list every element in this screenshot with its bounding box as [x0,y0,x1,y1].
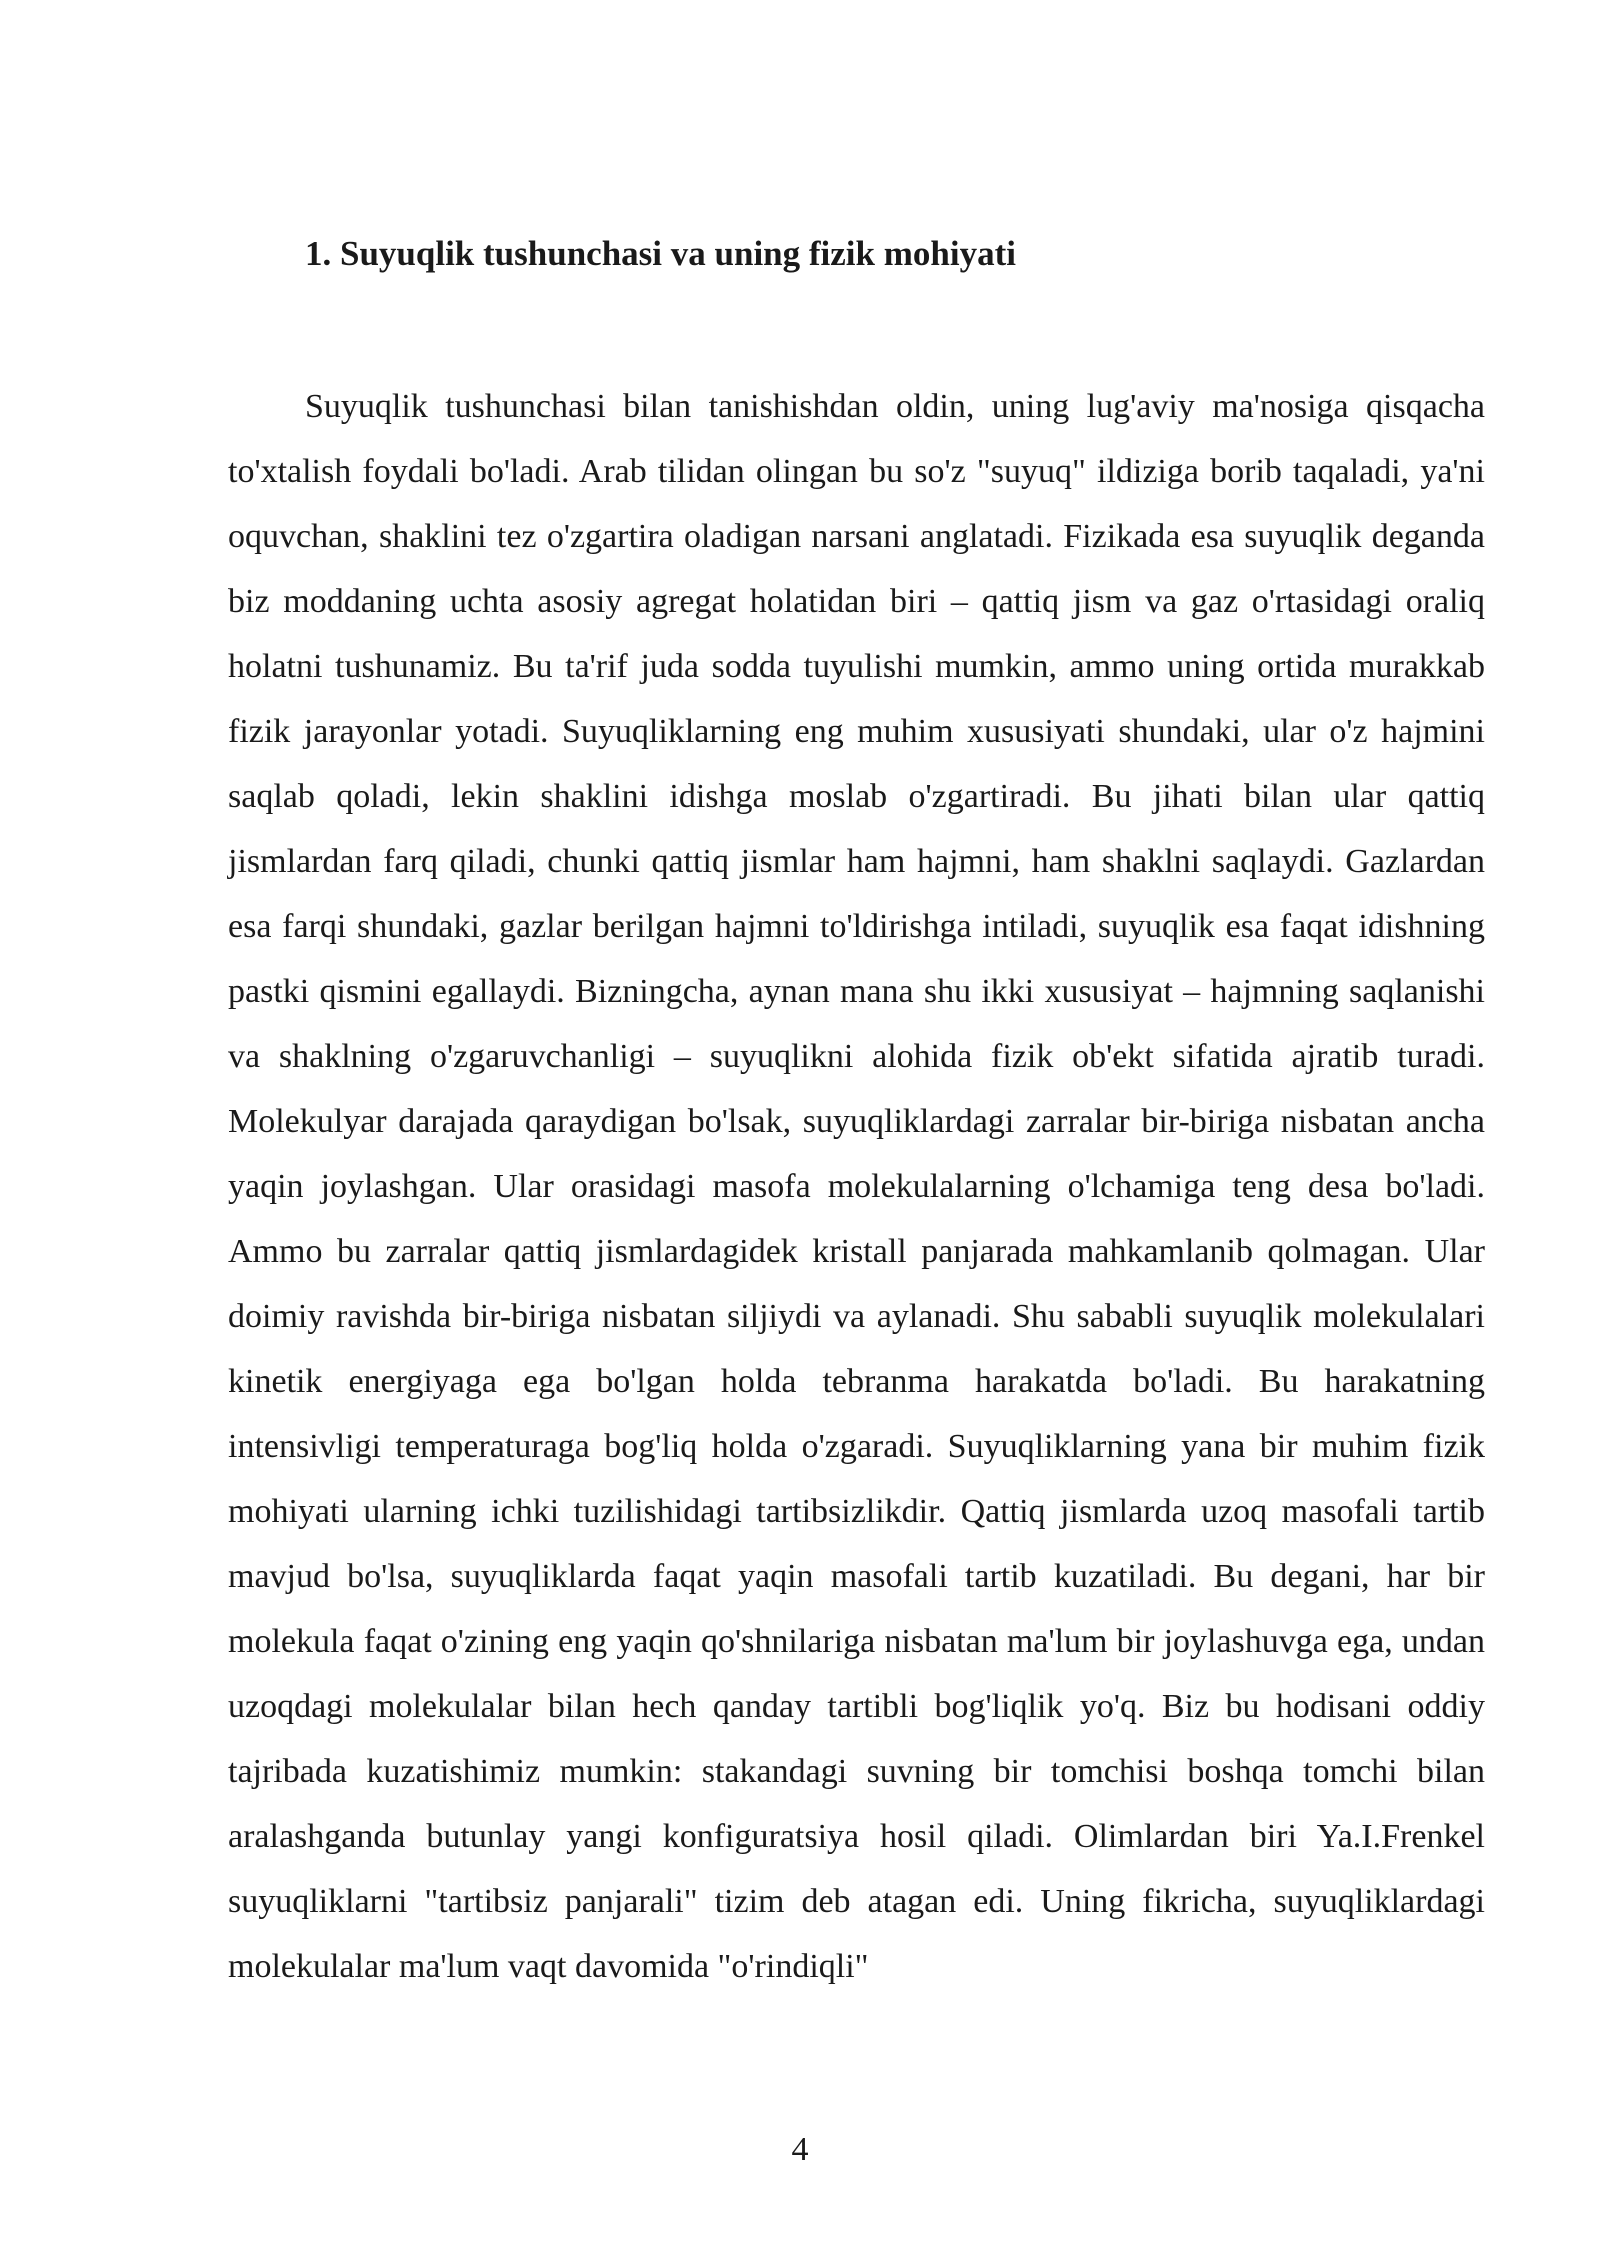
section-heading: 1. Suyuqlik tushunchasi va uning fizik mohiyati [305,234,1016,273]
body-paragraph: Suyuqlik tushunchasi bilan tanishishdan oldin, uning lug'aviy ma'nosiga qisqacha to'xtalish foydali bo'ladi. Arab tilidan olingan bu so'z "suyuq" ildiziga borib taqaladi, ya'ni oquvchan, shaklini tez o'zgartira oladigan narsani anglatadi. Fizikada esa suyuqlik deganda biz moddaning uchta asosiy agregat holatidan biri – qattiq jism va gaz o'rtasidagi oraliq holatni tushunamiz. Bu ta'rif juda sodda tuyulishi mumkin, ammo uning ortida murakkab fizik jarayonlar yotadi. Suyuqliklarning eng muhim xususiyati shundaki, ular o'z hajmini saqlab qoladi, lekin shaklini idishga moslab o'zgartiradi. Bu jihati bilan ular qattiq jismlardan farq qiladi, chunki qattiq jismlar ham hajmni, ham shaklni saqlaydi. Gazlardan esa farqi shundaki, gazlar berilgan hajmni to'ldirishga intiladi, suyuqlik esa faqat idishning pastki qismini egallaydi. Bizningcha, aynan mana shu ikki xususiyat – hajmning saqlanishi va shaklning o'zgaruvchanligi – suyuqlikni alohida fizik ob'ekt sifatida ajratib turadi. Molekulyar darajada qaraydigan bo'lsak, suyuqliklardagi zarralar bir-biriga nisbatan ancha yaqin joylashgan. Ular orasidagi masofa molekulalarning o'lchamiga teng desa bo'ladi. Ammo bu zarralar qattiq jismlardagidek kristall panjarada mahkamlanib qolmagan. Ular doimiy ravishda bir-biriga nisbatan siljiydi va aylanadi. Shu sababli suyuqlik molekulalari kinetik energiyaga ega bo'lgan holda tebranma harakatda bo'ladi. Bu harakatning intensivligi temperaturaga bog'liq holda o'zgaradi. Suyuqliklarning yana bir muhim fizik mohiyati ularning ichki tuzilishidagi tartibsizlikdir. Qattiq jismlarda uzoq masofali tartib mavjud bo'lsa, suyuqliklarda faqat yaqin masofali tartib kuzatiladi. Bu degani, har bir molekula faqat o'zining eng yaqin qo'shnilariga nisbatan ma'lum bir joylashuvga ega, undan uzoqdagi molekulalar bilan hech qanday tartibli bog'liqlik yo'q. Biz bu hodisani oddiy tajribada kuzatishimiz mumkin: stakandagi suvning bir tomchisi boshqa tomchi bilan aralashganda butunlay yangi konfiguratsiya hosil qiladi. Olimlardan biri Ya.I.Frenkel suyuqliklarni "tartibsiz panjarali" tizim deb atagan edi. Uning fikricha, suyuqliklardagi molekulalar ma'lum vaqt davomida "o'rindiqli" [228,388,1485,1985]
page-number: 4 [791,2131,809,2168]
